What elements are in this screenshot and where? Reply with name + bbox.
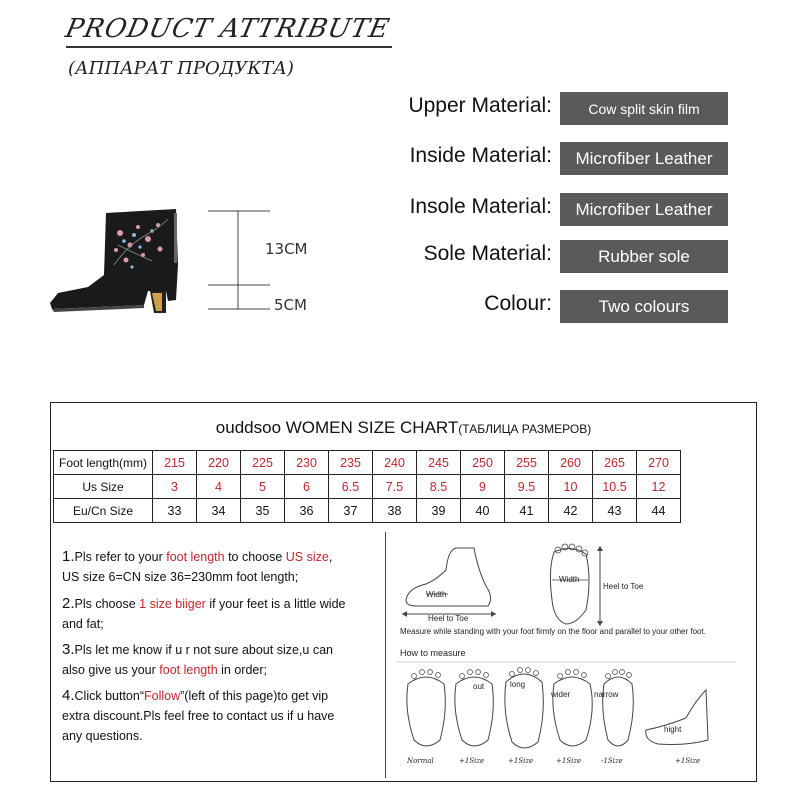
table-cell: 34 — [197, 499, 241, 523]
table-cell: 225 — [241, 451, 285, 475]
heel-height-label: 5CM — [274, 296, 307, 314]
attribute-label: Inside Material: — [409, 144, 552, 167]
row-header: Eu/Cn Size — [54, 499, 153, 523]
table-cell: 40 — [461, 499, 505, 523]
table-cell: 245 — [417, 451, 461, 475]
attribute-row-upper — [380, 92, 740, 126]
note-number: 2. — [62, 595, 75, 612]
note-number: 3. — [62, 641, 75, 658]
foot-label: +1Size — [556, 757, 582, 765]
note-text: Pls let me know if u r not sure about size,u can — [74, 643, 333, 657]
table-cell: 41 — [505, 499, 549, 523]
attribute-label: Colour: — [484, 292, 552, 315]
table-cell: 44 — [637, 499, 681, 523]
width-label-top: Width — [559, 575, 580, 584]
page-title: PRODUCT ATTRIBUTE — [62, 14, 393, 44]
table-cell: 9 — [461, 475, 505, 499]
table-cell: 250 — [461, 451, 505, 475]
table-cell: 39 — [417, 499, 461, 523]
divider — [385, 532, 386, 778]
table-cell: 8.5 — [417, 475, 461, 499]
table-cell: 6.5 — [329, 475, 373, 499]
tag-narrow: narrow — [594, 690, 619, 699]
heel-to-toe-label-side: Heel to Toe — [428, 614, 469, 623]
note-highlight: US size — [285, 550, 329, 564]
note-text: also give us your — [62, 663, 160, 677]
table-cell: 5 — [241, 475, 285, 499]
heel-to-toe-label-top: Heel to Toe — [603, 582, 644, 591]
width-label-side: Width — [426, 590, 447, 599]
table-cell: 4 — [197, 475, 241, 499]
dimension-lines — [200, 205, 280, 315]
how-to-measure-heading: How to measure — [400, 648, 466, 658]
table-cell: 265 — [593, 451, 637, 475]
table-row — [54, 475, 681, 499]
table-cell: 7.5 — [373, 475, 417, 499]
note-text: Pls choose — [74, 597, 140, 611]
table-cell: 36 — [285, 499, 329, 523]
table-row — [54, 499, 681, 523]
note-4 — [62, 686, 382, 746]
tag-hight: hight — [664, 725, 682, 734]
table-cell: 215 — [153, 451, 197, 475]
table-cell: 43 — [593, 499, 637, 523]
attribute-value: Microfiber Leather — [560, 142, 728, 175]
foot-types-diagram — [396, 660, 736, 760]
attribute-row-inside — [380, 142, 740, 176]
note-text: to choose — [224, 550, 286, 564]
attribute-label: Sole Material: — [423, 242, 552, 265]
tag-out: out — [473, 682, 485, 691]
note-text: , — [328, 550, 333, 564]
table-cell: 6 — [285, 475, 329, 499]
table-cell: 37 — [329, 499, 373, 523]
table-cell: 9.5 — [505, 475, 549, 499]
note-text: US size 6=CN size 36=230mm foot length; — [62, 570, 299, 584]
attribute-label: Upper Material: — [408, 94, 552, 117]
note-highlight: 1 size biiger — [139, 597, 206, 611]
size-chart-title-ru: (ТАБЛИЦА РАЗМЕРОВ) — [458, 422, 592, 436]
table-cell: 270 — [637, 451, 681, 475]
table-cell: 260 — [549, 451, 593, 475]
size-table — [53, 450, 681, 523]
note-3 — [62, 640, 382, 680]
note-highlight: foot length — [159, 663, 218, 677]
note-highlight: Follow — [144, 689, 181, 703]
note-1 — [62, 547, 382, 587]
note-number: 1. — [62, 548, 75, 565]
attribute-row-insole — [380, 193, 740, 227]
attribute-value: Microfiber Leather — [560, 193, 728, 226]
note-text: any questions. — [62, 729, 143, 743]
note-2 — [62, 594, 382, 634]
foot-label: Normal — [407, 757, 434, 765]
note-number: 4. — [62, 687, 75, 704]
note-text: and fat; — [62, 617, 104, 631]
attribute-value: Cow split skin film — [560, 92, 728, 125]
table-cell: 3 — [153, 475, 197, 499]
attribute-label: Insole Material: — [409, 195, 552, 218]
attribute-value: Two colours — [560, 290, 728, 323]
foot-label: -1Size — [601, 757, 623, 765]
foot-label: +1Size — [675, 757, 701, 765]
table-cell: 38 — [373, 499, 417, 523]
row-header: Foot length(mm) — [54, 451, 153, 475]
shaft-height-label: 13CM — [265, 240, 308, 258]
table-cell: 10.5 — [593, 475, 637, 499]
tag-wider: wider — [551, 690, 571, 699]
table-cell: 235 — [329, 451, 373, 475]
table-cell: 220 — [197, 451, 241, 475]
note-highlight: foot length — [166, 550, 225, 564]
note-text: ”(left of this page)to get vip — [180, 689, 329, 703]
foot-label: +1Size — [459, 757, 485, 765]
attribute-row-colour — [380, 290, 740, 324]
table-cell: 33 — [153, 499, 197, 523]
note-text: in order; — [217, 663, 268, 677]
table-cell: 230 — [285, 451, 329, 475]
table-cell: 35 — [241, 499, 285, 523]
boot-product-image — [48, 205, 198, 320]
measure-caption: Measure while standing with your foot firmly on the floor and parallel to your other foot. — [400, 627, 706, 636]
note-text: Click button“ — [74, 689, 144, 703]
table-cell: 240 — [373, 451, 417, 475]
attribute-value: Rubber sole — [560, 240, 728, 273]
note-text: if your feet is a little wide — [205, 597, 346, 611]
table-cell: 10 — [549, 475, 593, 499]
table-row — [54, 451, 681, 475]
table-cell: 42 — [549, 499, 593, 523]
note-text: Pls refer to your — [74, 550, 167, 564]
row-header: Us Size — [54, 475, 153, 499]
foot-label: +1Size — [508, 757, 534, 765]
title-underline — [66, 46, 392, 48]
tag-long: long — [510, 680, 526, 689]
attribute-row-sole — [380, 240, 740, 274]
size-chart-title-en: ouddsoo WOMEN SIZE CHART — [215, 418, 459, 437]
size-chart-title — [52, 418, 755, 438]
table-cell: 12 — [637, 475, 681, 499]
note-text: extra discount.Pls feel free to contact us if u have — [62, 709, 335, 723]
page-subtitle: (АППАРАТ ПРОДУКТА) — [68, 58, 294, 79]
table-cell: 255 — [505, 451, 549, 475]
